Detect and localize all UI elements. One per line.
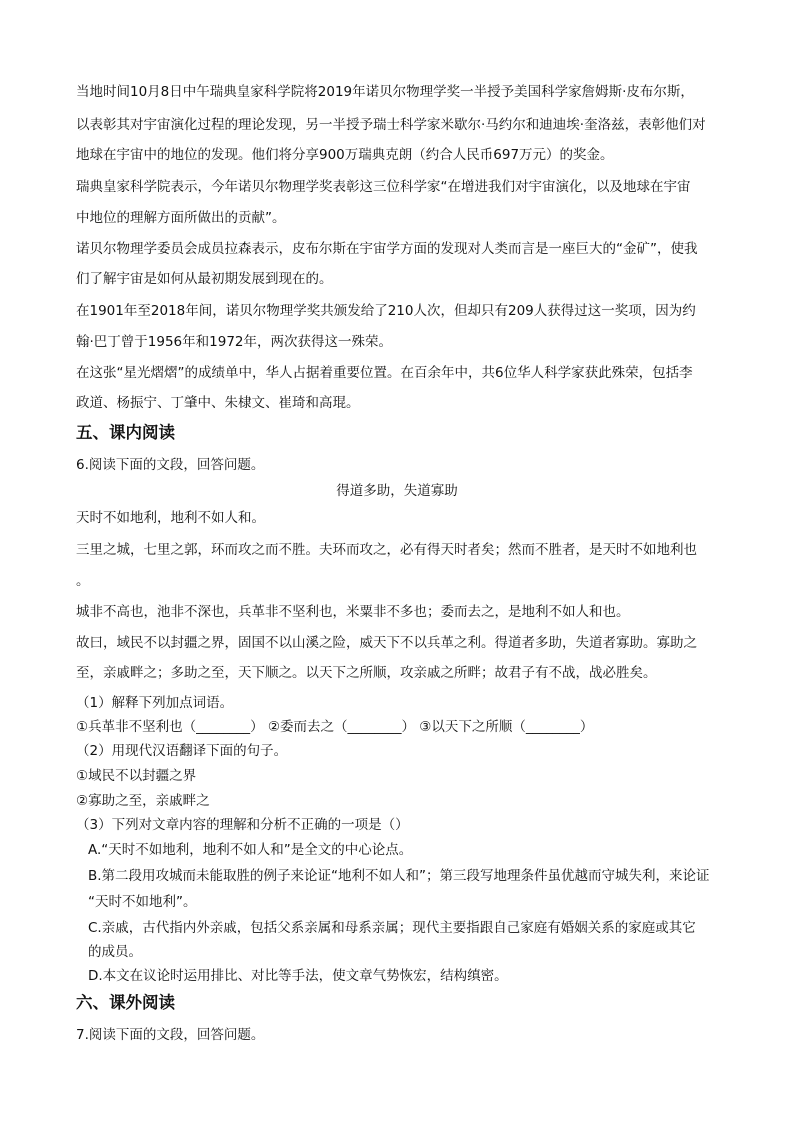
option-a: A.“天时不如地利，地利不如人和”是全文的中心论点。 — [88, 842, 413, 858]
passage-line: 天时不如地利，地利不如人和。 — [76, 510, 265, 526]
passage-line: 政道、杨振宁、丁肇中、朱棣文、崔琦和高琨。 — [76, 395, 360, 411]
passage-line: 故曰，域民不以封疆之界，固国不以山溪之险，威天下不以兵革之利。得道者多助，失道者寡助。寡助之 — [76, 635, 697, 651]
passage-line: 诺贝尔物理学委员会成员拉森表示，皮布尔斯在宇宙学方面的发现对人类而言是一座巨大的“金矿”，使我 — [76, 241, 698, 257]
passage-line: 翰·巴丁曾于1956年和1972年，两次获得这一殊荣。 — [76, 334, 393, 350]
passage-line: 地球在宇宙中的地位的发现。他们将分享900万瑞典克朗（约合人民币697万元）的奖金。 — [76, 147, 614, 163]
option-d: D.本文在议论时运用排比、对比等手法，使文章气势恢宏，结构缜密。 — [88, 968, 508, 984]
passage-line: 当地时间10月8日中午瑞典皇家科学院将2019年诺贝尔物理学奖一半授予美国科学家詹姆斯·皮布尔斯， — [76, 84, 694, 100]
sub-question: （2）用现代汉语翻译下面的句子。 — [76, 743, 288, 759]
option-c-cont: 的成员。 — [88, 944, 142, 960]
option-b-cont: “天时不如地利”。 — [88, 894, 197, 910]
translate-item: ①域民不以封疆之界 — [76, 768, 197, 784]
passage-line: 们了解宇宙是如何从最初期发展到现在的。 — [76, 271, 333, 287]
question-prompt: 7.阅读下面的文段，回答问题。 — [76, 1027, 265, 1043]
passage-line: 至，亲戚畔之；多助之至，天下顺之。以天下之所顺，攻亲戚之所畔；故君子有不战，战必胜矣。 — [76, 665, 657, 681]
section-heading: 六、课外阅读 — [76, 993, 175, 1012]
passage-line: 中地位的理解方面所做出的贡献”。 — [76, 210, 286, 226]
translate-item: ②寡助之至，亲戚畔之 — [76, 793, 210, 809]
sub-question: （1）解释下列加点词语。 — [76, 695, 234, 711]
passage-line: 瑞典皇家科学院表示，今年诺贝尔物理学奖表彰这三位科学家“在增进我们对宇宙演化，以及地球在宇宙 — [76, 179, 691, 195]
passage-line: 。 — [76, 573, 90, 589]
sub-question: （3）下列对文章内容的理解和分析不正确的一项是（） — [76, 817, 409, 833]
passage-line: 以表彰其对宇宙演化过程的理论发现，另一半授予瑞士科学家米歇尔·马约尔和迪迪埃·奎洛兹，表彰他们对 — [76, 117, 706, 133]
passage-line: 城非不高也，池非不深也，兵革非不坚利也，米粟非不多也；委而去之，是地利不如人和也。 — [76, 604, 630, 620]
passage-line: 在这张“星光熠熠”的成绩单中，华人占据着重要位置。在百余年中，共6位华人科学家获此殊荣，包括李 — [76, 365, 693, 381]
question-prompt: 6.阅读下面的文段，回答问题。 — [76, 457, 265, 473]
passage-title: 得道多助，失道寡助 — [336, 483, 458, 499]
option-b: B.第二段用攻城而未能取胜的例子来论证“地利不如人和”；第三段写地理条件虽优越而守城失利，来论证 — [88, 868, 710, 884]
sub-question-items: ①兵革非不坚利也（________） ②委而去之（________） ③以天下之所顺（________） — [76, 719, 594, 735]
section-heading: 五、课内阅读 — [76, 423, 175, 442]
passage-line: 在1901年至2018年间，诺贝尔物理学奖共颁发给了210人次，但却只有209人获得过这一奖项，因为约 — [76, 303, 696, 319]
passage-line: 三里之城，七里之郭，环而攻之而不胜。夫环而攻之，必有得天时者矣；然而不胜者，是天时不如地利也 — [76, 542, 697, 558]
option-c: C.亲戚，古代指内外亲戚，包括父系亲属和母系亲属；现代主要指跟自己家庭有婚姻关系的家庭或其它 — [88, 920, 696, 936]
